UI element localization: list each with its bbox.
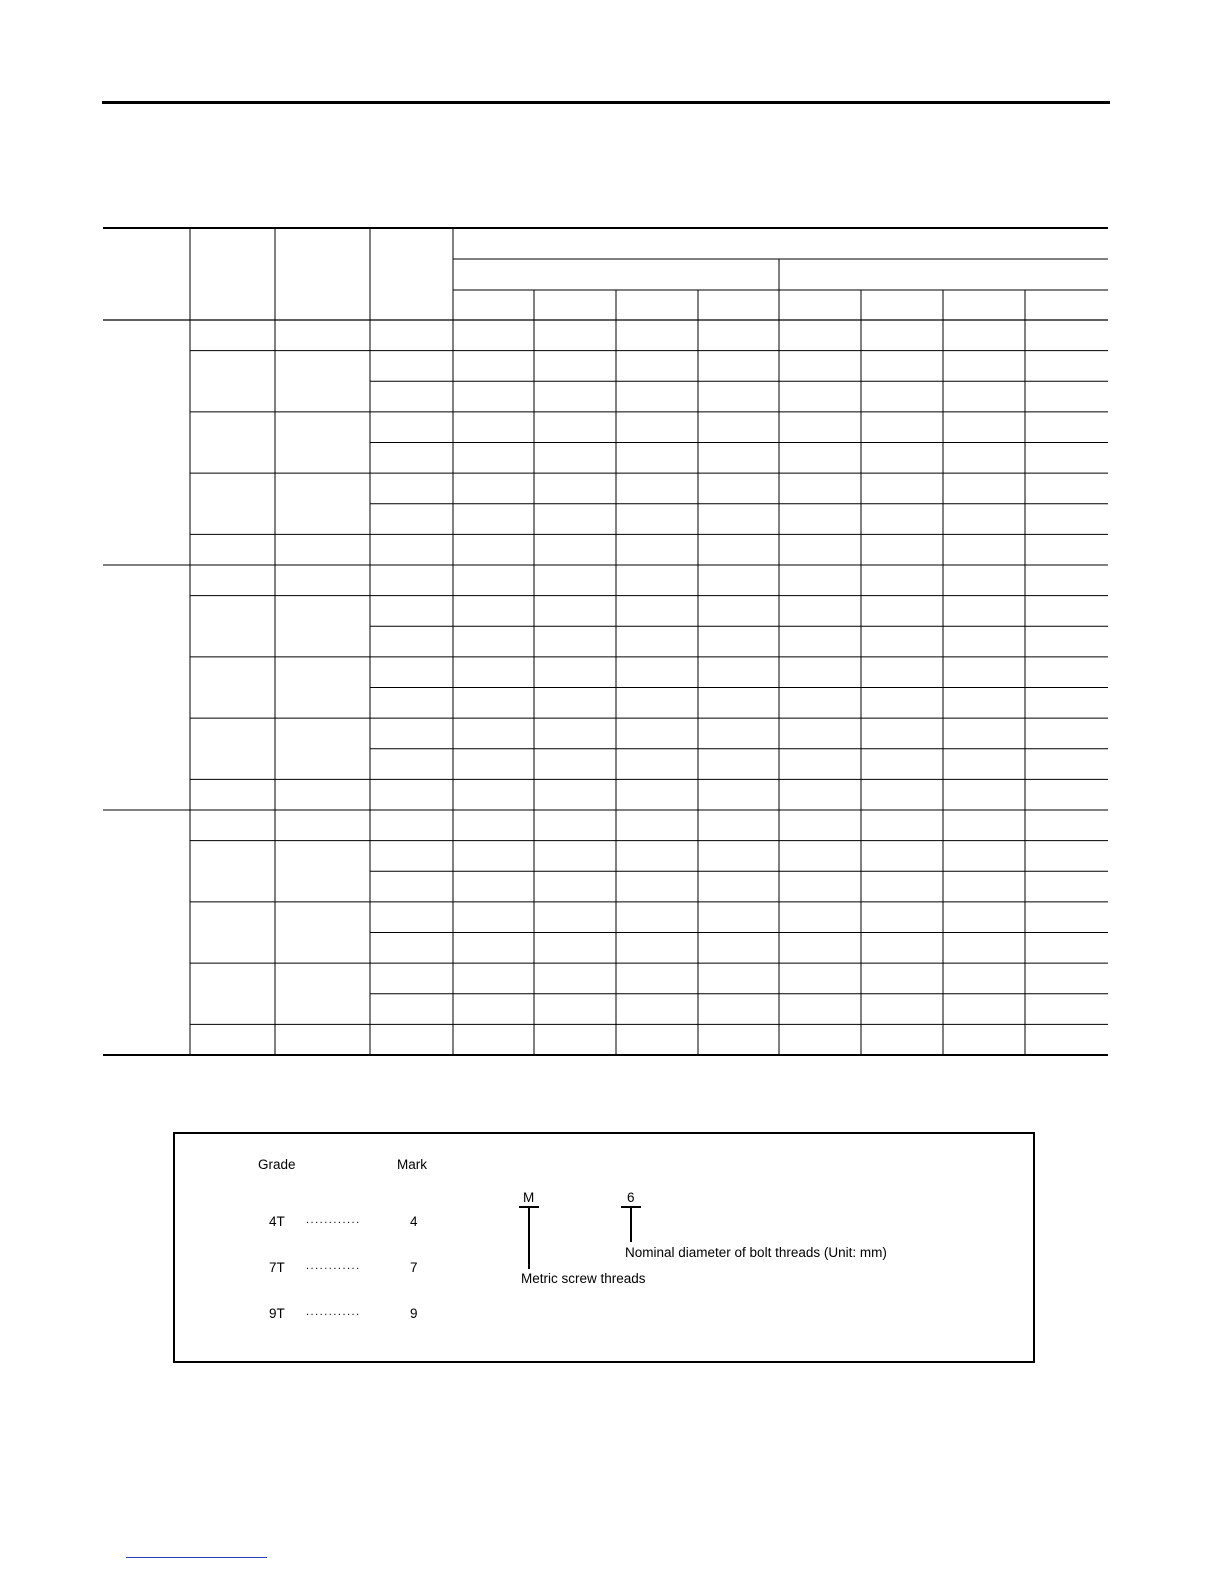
size-caption: Nominal diameter of bolt threads (Unit: mm): [625, 1245, 887, 1260]
grade-label: 4T: [269, 1214, 285, 1229]
grade-column-header: Grade: [258, 1157, 296, 1172]
mark-column-header: Mark: [397, 1157, 427, 1172]
prefix-caption: Metric screw threads: [521, 1271, 646, 1286]
grade-mark: 9: [410, 1306, 418, 1321]
prefix-leader-line: [528, 1206, 530, 1269]
thread-size-symbol: 6: [627, 1190, 635, 1205]
grade-mark: 4: [410, 1214, 418, 1229]
grade-label: 7T: [269, 1260, 285, 1275]
footer-link-underline: [126, 1557, 267, 1558]
grade-label: 9T: [269, 1306, 285, 1321]
leader-dots: ............: [306, 1260, 361, 1272]
leader-dots: ............: [306, 1214, 361, 1226]
bolt-grade-legend-box: [173, 1132, 1035, 1363]
grade-mark: 7: [410, 1260, 418, 1275]
size-leader-line: [630, 1206, 632, 1242]
thread-prefix-symbol: M: [523, 1190, 535, 1205]
leader-dots: ............: [306, 1306, 361, 1318]
